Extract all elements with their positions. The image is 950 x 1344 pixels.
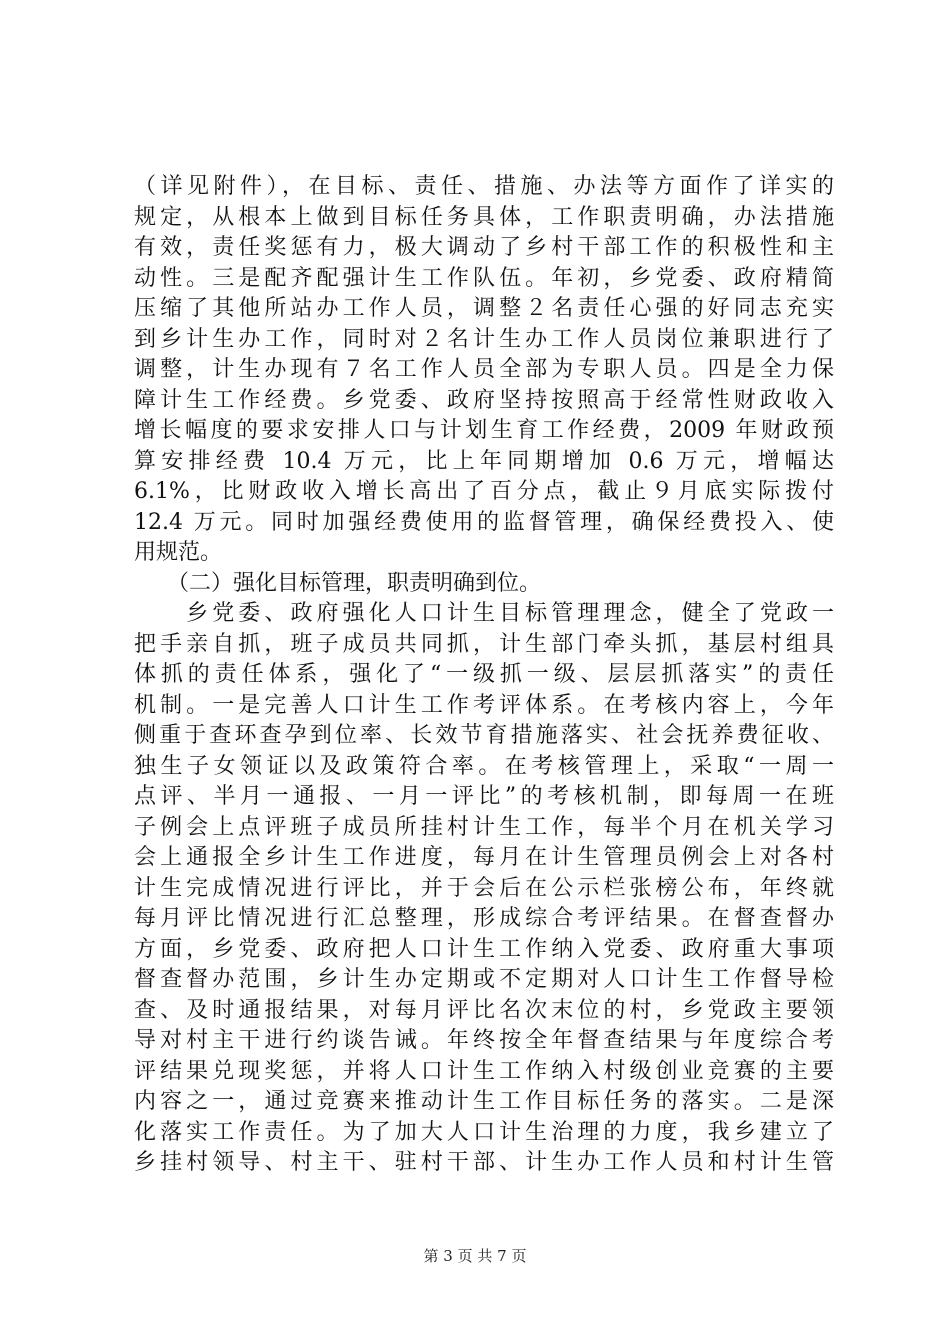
text-line: 会上通报全乡计生工作进度，每月在计生管理员例会上对各村 (134, 845, 834, 870)
text-line: 乡挂村领导、村主干、驻村干部、计生办工作人员和村计生管 (134, 1150, 834, 1175)
text-line: 算安排经费 10.4 万元，比上年同期增加 0.6 万元，增幅达 (134, 448, 834, 474)
text-line: 动性。三是配齐配强计生工作队伍。年初，乡党委、政府精简 (134, 265, 834, 291)
text-line: 督查督办范围，乡计生办定期或不定期对人口计生工作督导检 (134, 967, 834, 992)
text-line: （详见附件），在目标、责任、措施、办法等方面作了详实的 (134, 174, 834, 199)
text-line: 导对村主干进行约谈告诫。年终按全年督查结果与年度综合考 (134, 1028, 834, 1053)
text-line: 规定，从根本上做到目标任务具体，工作职责明确，办法措施 (134, 204, 834, 230)
text-line: 乡党委、政府强化人口计生目标管理理念，健全了党政一 (134, 601, 834, 626)
text-line: （二）强化目标管理，职责明确到位。 (134, 570, 542, 596)
text-line: 把手亲自抓，班子成员共同抓，计生部门牵头抓，基层村组具 (134, 631, 834, 657)
text-line: 评结果兑现奖惩，并将人口计生工作纳入村级创业竞赛的主要 (134, 1058, 834, 1084)
text-line: 独生子女领证以及政策符合率。在考核管理上，采取“一周一 (134, 753, 834, 779)
document-body (134, 172, 834, 1179)
text-line: 侧重于查环查孕到位率、长效节育措施落实、社会抚养费征收、 (134, 723, 834, 748)
text-line: 用规范。 (134, 540, 223, 565)
text-line: 障计生工作经费。乡党委、政府坚持按照高于经常性财政收入 (134, 387, 834, 413)
text-line: 12.4 万元。同时加强经费使用的监督管理，确保经费投入、使 (134, 509, 834, 535)
text-line: 子例会上点评班子成员所挂村计生工作，每半个月在机关学习 (134, 814, 834, 840)
text-line: 计生完成情况进行评比，并于会后在公示栏张榜公布，年终就 (134, 875, 834, 901)
text-line: 6.1%，比财政收入增长高出了百分点，截止９月底实际拨付 (134, 479, 834, 504)
text-line: 调整，计生办现有７名工作人员全部为专职人员。四是全力保 (134, 357, 834, 382)
text-line: 有效，责任奖惩有力，极大调动了乡村干部工作的积极性和主 (134, 235, 834, 260)
text-line: 机制。一是完善人口计生工作考评体系。在考核内容上，今年 (134, 692, 834, 718)
text-line: 到乡计生办工作，同时对２名计生办工作人员岗位兼职进行了 (134, 326, 834, 352)
text-line: 内容之一，通过竞赛来推动计生工作目标任务的落实。二是深 (134, 1089, 834, 1114)
text-line: 化落实工作责任。为了加大人口计生治理的力度，我乡建立了 (134, 1119, 834, 1145)
text-line: 体抓的责任体系，强化了“一级抓一级、层层抓落实”的责任 (134, 662, 834, 687)
text-line: 点评、半月一通报、一月一评比”的考核机制，即每周一在班 (134, 784, 834, 809)
text-line: 每月评比情况进行汇总整理，形成综合考评结果。在督查督办 (134, 906, 834, 931)
text-line: 查、及时通报结果，对每月评比名次末位的村，乡党政主要领 (134, 997, 834, 1023)
text-line: 增长幅度的要求安排人口与计划生育工作经费，2009 年财政预 (134, 418, 834, 443)
text-line: 压缩了其他所站办工作人员，调整２名责任心强的好同志充实 (134, 296, 834, 321)
text-line: 方面，乡党委、政府把人口计生工作纳入党委、政府重大事项 (134, 936, 834, 962)
page-footer: 第 3 页 共 7 页 (423, 1247, 527, 1265)
